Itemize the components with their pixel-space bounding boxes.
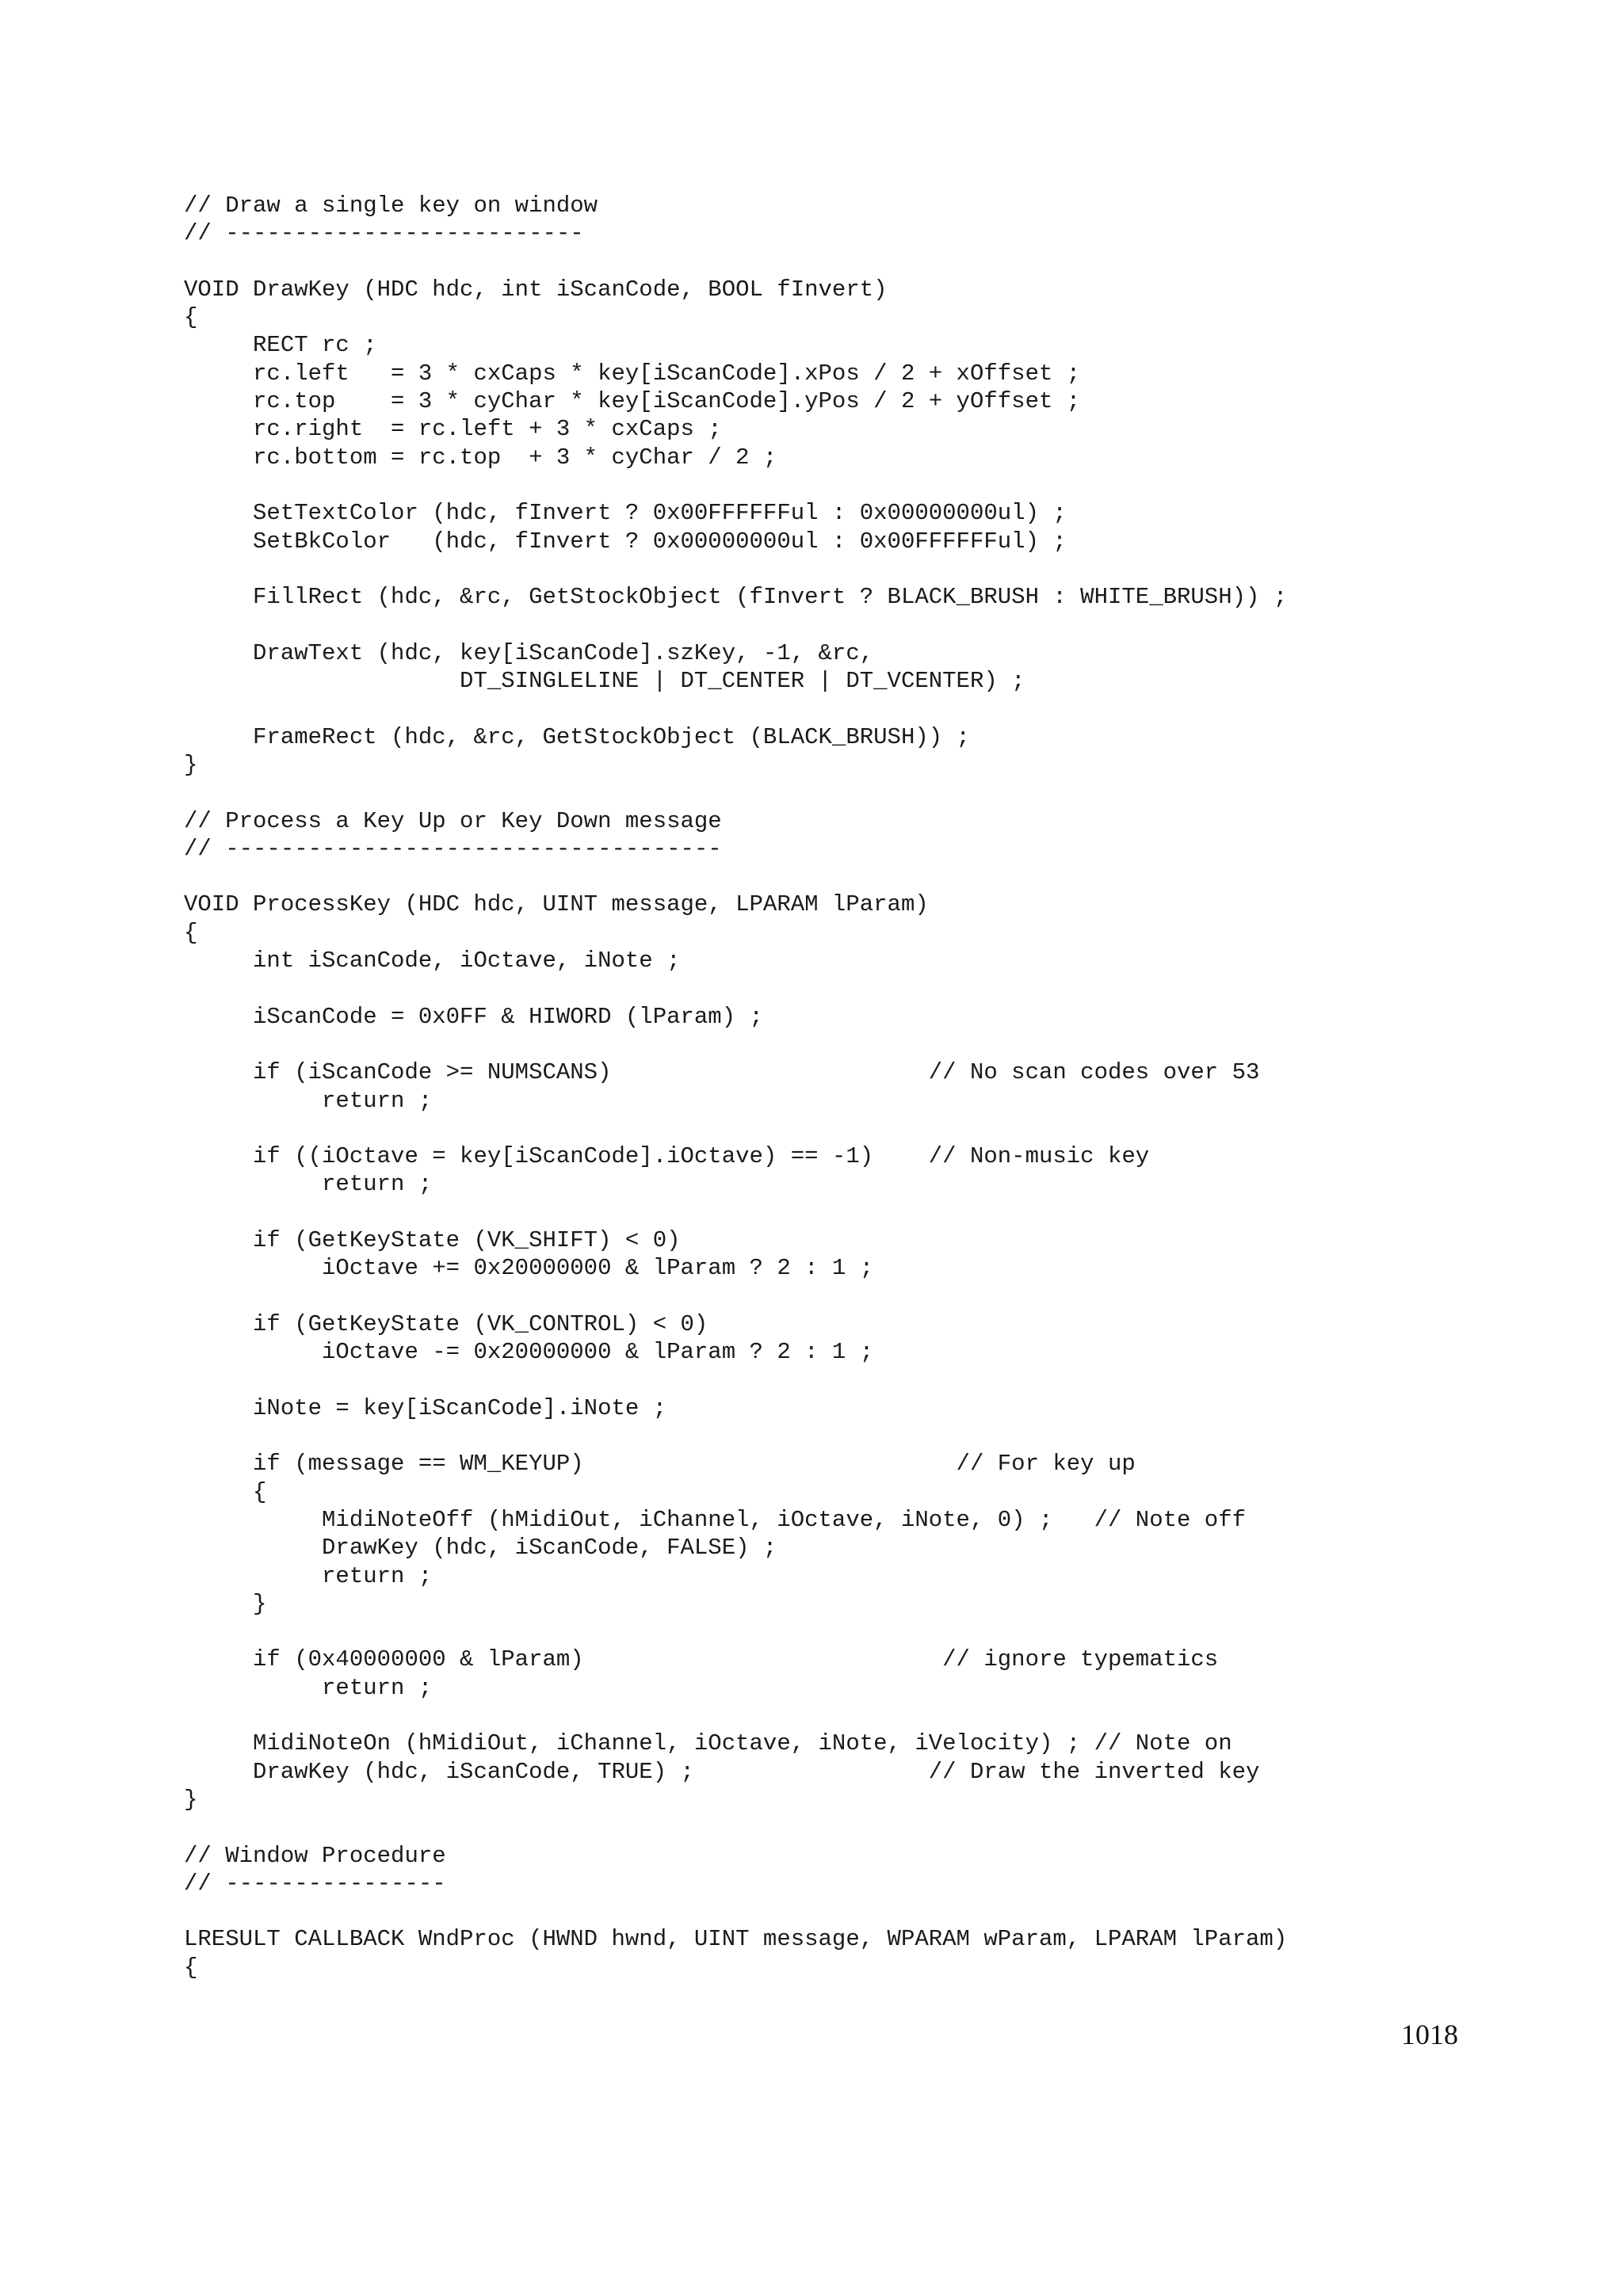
code-line: // ---------------- xyxy=(184,1870,446,1897)
code-line: iNote = key[iScanCode].iNote ; xyxy=(184,1394,667,1421)
code-line: SetBkColor (hdc, fInvert ? 0x00000000ul : 0x00FFFFFFul) ; xyxy=(184,528,1067,555)
code-line: // Process a Key Up or Key Down message xyxy=(184,807,722,834)
code-line: { xyxy=(184,304,198,331)
code-line: return ; xyxy=(184,1171,433,1198)
code-line: DrawKey (hdc, iScanCode, TRUE) ; // Draw the inverted key xyxy=(184,1758,1260,1785)
code-line: rc.bottom = rc.top + 3 * cyChar / 2 ; xyxy=(184,444,777,471)
code-line: // ------------------------------------ xyxy=(184,835,722,862)
code-line: } xyxy=(184,1590,267,1617)
code-line: if (GetKeyState (VK_SHIFT) < 0) xyxy=(184,1226,681,1253)
code-line xyxy=(184,1366,1594,1394)
code-line xyxy=(184,555,1594,583)
code-line xyxy=(184,1115,1594,1142)
code-line: if (0x40000000 & lParam) // ignore typematics xyxy=(184,1646,1219,1673)
code-line: // -------------------------- xyxy=(184,220,584,247)
code-line xyxy=(184,1814,1594,1841)
code-line xyxy=(184,695,1594,723)
code-line xyxy=(184,1199,1594,1226)
code-line: iScanCode = 0x0FF & HIWORD (lParam) ; xyxy=(184,1003,763,1030)
code-line: FillRect (hdc, &rc, GetStockObject (fInvert ? BLACK_BRUSH : WHITE_BRUSH)) ; xyxy=(184,584,1288,611)
code-line: return ; xyxy=(184,1674,433,1701)
code-line: if (iScanCode >= NUMSCANS) // No scan codes over 53 xyxy=(184,1059,1260,1086)
code-line: iOctave -= 0x20000000 & lParam ? 2 : 1 ; xyxy=(184,1339,874,1366)
code-line: LRESULT CALLBACK WndProc (HWND hwnd, UINT message, WPARAM wParam, LPARAM lParam) xyxy=(184,1926,1288,1953)
code-line xyxy=(184,248,1594,276)
code-line: MidiNoteOff (hMidiOut, iChannel, iOctave, iNote, 0) ; // Note off xyxy=(184,1506,1247,1533)
code-line: FrameRect (hdc, &rc, GetStockObject (BLACK_BRUSH)) ; xyxy=(184,723,970,750)
code-line xyxy=(184,974,1594,1002)
code-line xyxy=(184,1897,1594,1925)
code-line: RECT rc ; xyxy=(184,332,377,359)
code-line xyxy=(184,471,1594,499)
code-line: rc.top = 3 * cyChar * key[iScanCode].yPos / 2 + yOffset ; xyxy=(184,388,1081,415)
code-line xyxy=(184,1283,1594,1310)
code-line xyxy=(184,1031,1594,1058)
code-line: SetTextColor (hdc, fInvert ? 0x00FFFFFFul : 0x00000000ul) ; xyxy=(184,500,1067,527)
code-line: { xyxy=(184,1478,267,1505)
code-line: if ((iOctave = key[iScanCode].iOctave) == -1) // Non-music key xyxy=(184,1143,1150,1170)
code-line: return ; xyxy=(184,1562,433,1589)
code-line: iOctave += 0x20000000 & lParam ? 2 : 1 ; xyxy=(184,1255,874,1282)
code-line xyxy=(184,1618,1594,1646)
code-line xyxy=(184,863,1594,891)
code-listing xyxy=(184,192,1594,1981)
code-line: DT_SINGLELINE | DT_CENTER | DT_VCENTER) ; xyxy=(184,668,1025,695)
code-line: if (message == WM_KEYUP) // For key up xyxy=(184,1451,1136,1478)
code-line: VOID DrawKey (HDC hdc, int iScanCode, BOOL fInvert) xyxy=(184,276,888,303)
code-line xyxy=(184,611,1594,639)
code-line: DrawText (hdc, key[iScanCode].szKey, -1, &rc, xyxy=(184,639,874,666)
code-line: rc.right = rc.left + 3 * cxCaps ; xyxy=(184,416,722,443)
code-line: DrawKey (hdc, iScanCode, FALSE) ; xyxy=(184,1535,777,1562)
code-line: } xyxy=(184,1786,198,1813)
code-line: rc.left = 3 * cxCaps * key[iScanCode].xPos / 2 + xOffset ; xyxy=(184,360,1081,387)
code-line: int iScanCode, iOctave, iNote ; xyxy=(184,948,681,974)
code-line: } xyxy=(184,751,198,778)
code-line: VOID ProcessKey (HDC hdc, UINT message, LPARAM lParam) xyxy=(184,891,929,918)
code-line xyxy=(184,779,1594,807)
code-line: // Draw a single key on window xyxy=(184,193,598,219)
code-line xyxy=(184,1422,1594,1450)
code-line: { xyxy=(184,1954,198,1981)
code-line: { xyxy=(184,919,198,946)
code-line: // Window Procedure xyxy=(184,1842,446,1869)
code-line xyxy=(184,1702,1594,1730)
code-line: MidiNoteOn (hMidiOut, iChannel, iOctave, iNote, iVelocity) ; // Note on xyxy=(184,1730,1232,1757)
code-line: if (GetKeyState (VK_CONTROL) < 0) xyxy=(184,1310,708,1337)
page-number: 1018 xyxy=(1401,2019,1458,2050)
code-line: return ; xyxy=(184,1087,433,1114)
